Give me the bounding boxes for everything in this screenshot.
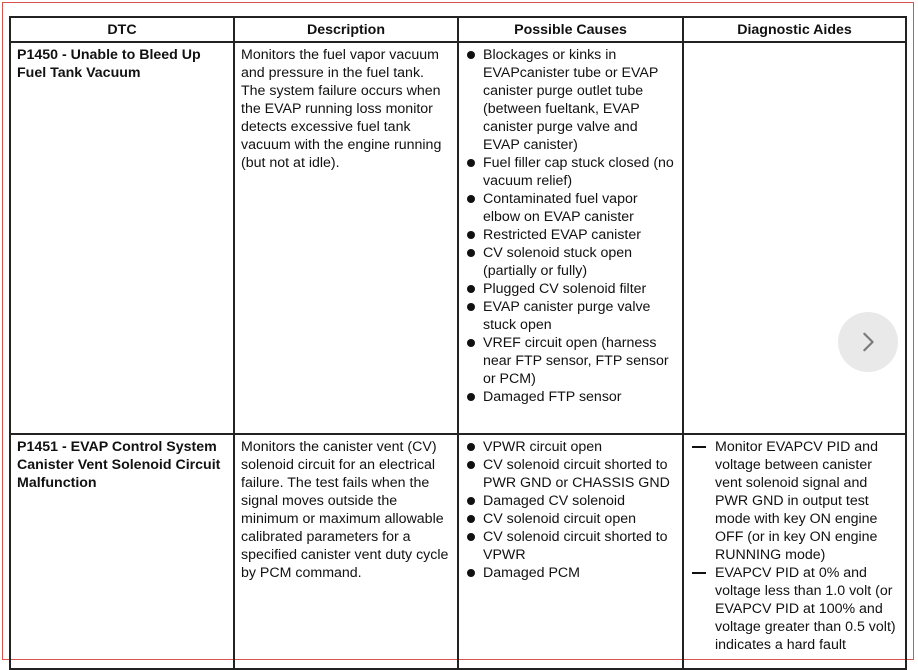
dtc-code-cell: P1451 - EVAP Control System Canister Vent Solenoid Circuit Malfunction — [10, 434, 234, 669]
dtc-table — [9, 16, 907, 670]
aides-list — [690, 438, 899, 654]
list-item: VPWR circuit open — [465, 438, 676, 456]
list-item: Plugged CV solenoid filter — [465, 280, 676, 298]
header-description: Description — [234, 17, 458, 42]
list-item: VREF circuit open (harness near FTP sensor, FTP sensor or PCM) — [465, 334, 676, 388]
causes-cell — [458, 434, 683, 669]
list-item: EVAP canister purge valve stuck open — [465, 298, 676, 334]
list-item: Restricted EVAP canister — [465, 226, 676, 244]
header-aides: Diagnostic Aides — [683, 17, 906, 42]
list-item: CV solenoid stuck open (partially or fully) — [465, 244, 676, 280]
list-item: Damaged PCM — [465, 564, 676, 582]
list-item: Damaged CV solenoid — [465, 492, 676, 510]
causes-list — [465, 438, 676, 582]
aides-cell — [683, 434, 906, 669]
causes-list — [465, 46, 676, 406]
list-item: Monitor EVAPCV PID and voltage between canister vent solenoid signal and PWR GND in output test mode with key ON engine OFF (or in key ON engine RUNNING mode) — [690, 438, 899, 564]
list-item: CV solenoid circuit shorted to PWR GND or CHASSIS GND — [465, 456, 676, 492]
list-item: Blockages or kinks in EVAPcanister tube or EVAP canister purge outlet tube (between fueltank, EVAP canister purge valve and EVAP canister) — [465, 46, 676, 154]
list-item: Contaminated fuel vapor elbow on EVAP canister — [465, 190, 676, 226]
list-item: CV solenoid circuit shorted to VPWR — [465, 528, 676, 564]
chevron-right-icon — [857, 331, 879, 353]
list-item: CV solenoid circuit open — [465, 510, 676, 528]
table-row — [10, 434, 906, 669]
aides-cell — [683, 42, 906, 434]
table-row — [10, 42, 906, 434]
header-causes: Possible Causes — [458, 17, 683, 42]
description-cell: Monitors the fuel vapor vacuum and pressure in the fuel tank. The system failure occurs when the EVAP running loss monitor detects excessive fuel tank vacuum with the engine running (but not at idle). — [234, 42, 458, 434]
next-page-button[interactable] — [838, 312, 898, 372]
dtc-code-cell: P1450 - Unable to Bleed Up Fuel Tank Vacuum — [10, 42, 234, 434]
header-row — [10, 17, 906, 42]
description-cell: Monitors the canister vent (CV) solenoid circuit for an electrical failure. The test fails when the signal moves outside the minimum or maximum allowable calibrated parameters for a specified canister vent duty cycle by PCM command. — [234, 434, 458, 669]
list-item: Fuel filler cap stuck closed (no vacuum relief) — [465, 154, 676, 190]
list-item: Damaged FTP sensor — [465, 388, 676, 406]
list-item: EVAPCV PID at 0% and voltage less than 1.0 volt (or EVAPCV PID at 100% and voltage greater than 0.5 volt) indicates a hard fault — [690, 564, 899, 654]
header-dtc: DTC — [10, 17, 234, 42]
causes-cell — [458, 42, 683, 434]
